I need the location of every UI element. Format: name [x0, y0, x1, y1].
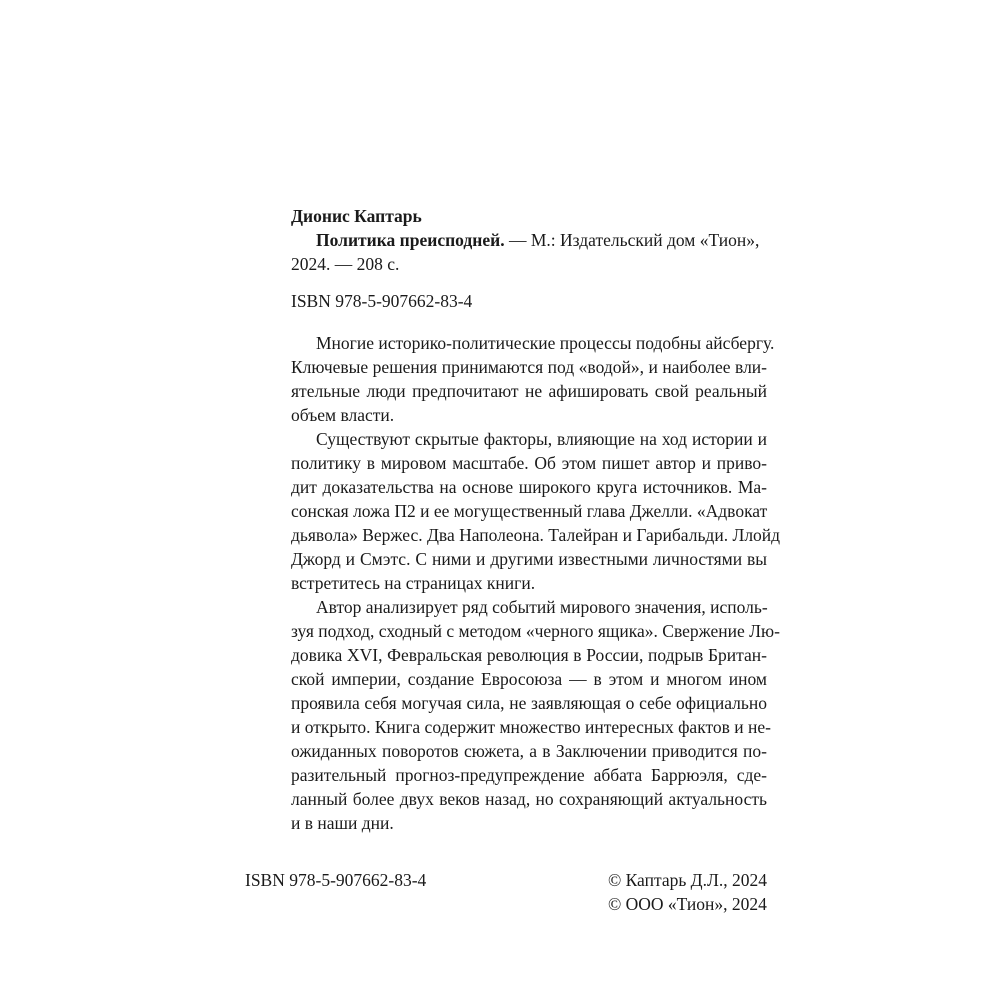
annotation-line: разительный прогноз-предупреждение аббата Баррюэля, сде-	[291, 765, 767, 785]
annotation-line: Автор анализирует ряд событий мирового значения, исполь-	[316, 597, 768, 617]
annotation-line: сонская ложа П2 и ее могущественный глава Джелли. «Адвокат	[291, 501, 768, 521]
annotation-line: дит доказательства на основе широкого круга источников. Ма-	[291, 477, 767, 497]
annotation-line: довика XVI, Февральская революция в России, подрыв Британ-	[291, 645, 767, 665]
annotation-line: ской империи, создание Евросоюза — в этом и многом ином	[291, 669, 767, 689]
annotation-line: Джорд и Смэтс. С ними и другими известными личностями вы	[291, 549, 767, 569]
footer-isbn: ISBN 978-5-907662-83-4	[245, 870, 427, 890]
annotation-line: Многие историко-политические процессы подобны айсбергу.	[316, 333, 775, 353]
annotation-line: Существуют скрытые факторы, влияющие на ход истории и	[316, 429, 767, 449]
copyright-block	[608, 868, 767, 916]
annotation-line: объем власти.	[291, 405, 395, 425]
annotation-paragraph-3	[291, 595, 780, 835]
book-title: Политика преисподней.	[316, 230, 505, 250]
annotation-line: политику в мировом масштабе. Об этом пишет автор и приво-	[291, 453, 767, 473]
annotation-paragraph-1	[291, 331, 775, 427]
isbn-record: ISBN 978-5-907662-83-4	[291, 291, 473, 311]
annotation-line: ланный более двух веков назад, но сохраняющий актуальность	[291, 789, 767, 809]
copyright-author: © Каптарь Д.Л., 2024	[607, 870, 767, 890]
annotation-line: и в наши дни.	[291, 813, 394, 833]
annotation-line: зуя подход, сходный с методом «черного ящика». Свержение Лю-	[291, 621, 780, 641]
annotation-line: дьявола» Вержес. Два Наполеона. Талейран и Гарибальди. Ллойд	[291, 525, 781, 545]
annotation-line: Ключевые решения принимаются под «водой», и наиболее вли-	[291, 357, 767, 377]
annotation-line: встретитесь на страницах книги.	[291, 573, 536, 593]
imprint-year-pages: 2024. — 208 с.	[291, 254, 400, 274]
annotation-line: и открыто. Книга содержит множество интересных фактов и не-	[291, 717, 771, 737]
title-imprint-line	[291, 228, 767, 252]
annotation	[291, 331, 781, 835]
copyright-publisher: © ООО «Тион», 2024	[607, 894, 767, 914]
bibliographic-record	[291, 204, 767, 313]
annotation-paragraph-2	[291, 427, 781, 595]
author-name: Дионис Каптарь	[291, 206, 422, 226]
annotation-line: ожиданных поворотов сюжета, а в Заключении приводится по-	[291, 741, 767, 761]
annotation-line: проявила себя могучая сила, не заявляющая о себе официально	[291, 693, 767, 713]
annotation-line: ятельные люди предпочитают не афишировать свой реальный	[291, 381, 767, 401]
imprint-publisher: — М.: Издательский дом «Тион»,	[504, 230, 760, 250]
